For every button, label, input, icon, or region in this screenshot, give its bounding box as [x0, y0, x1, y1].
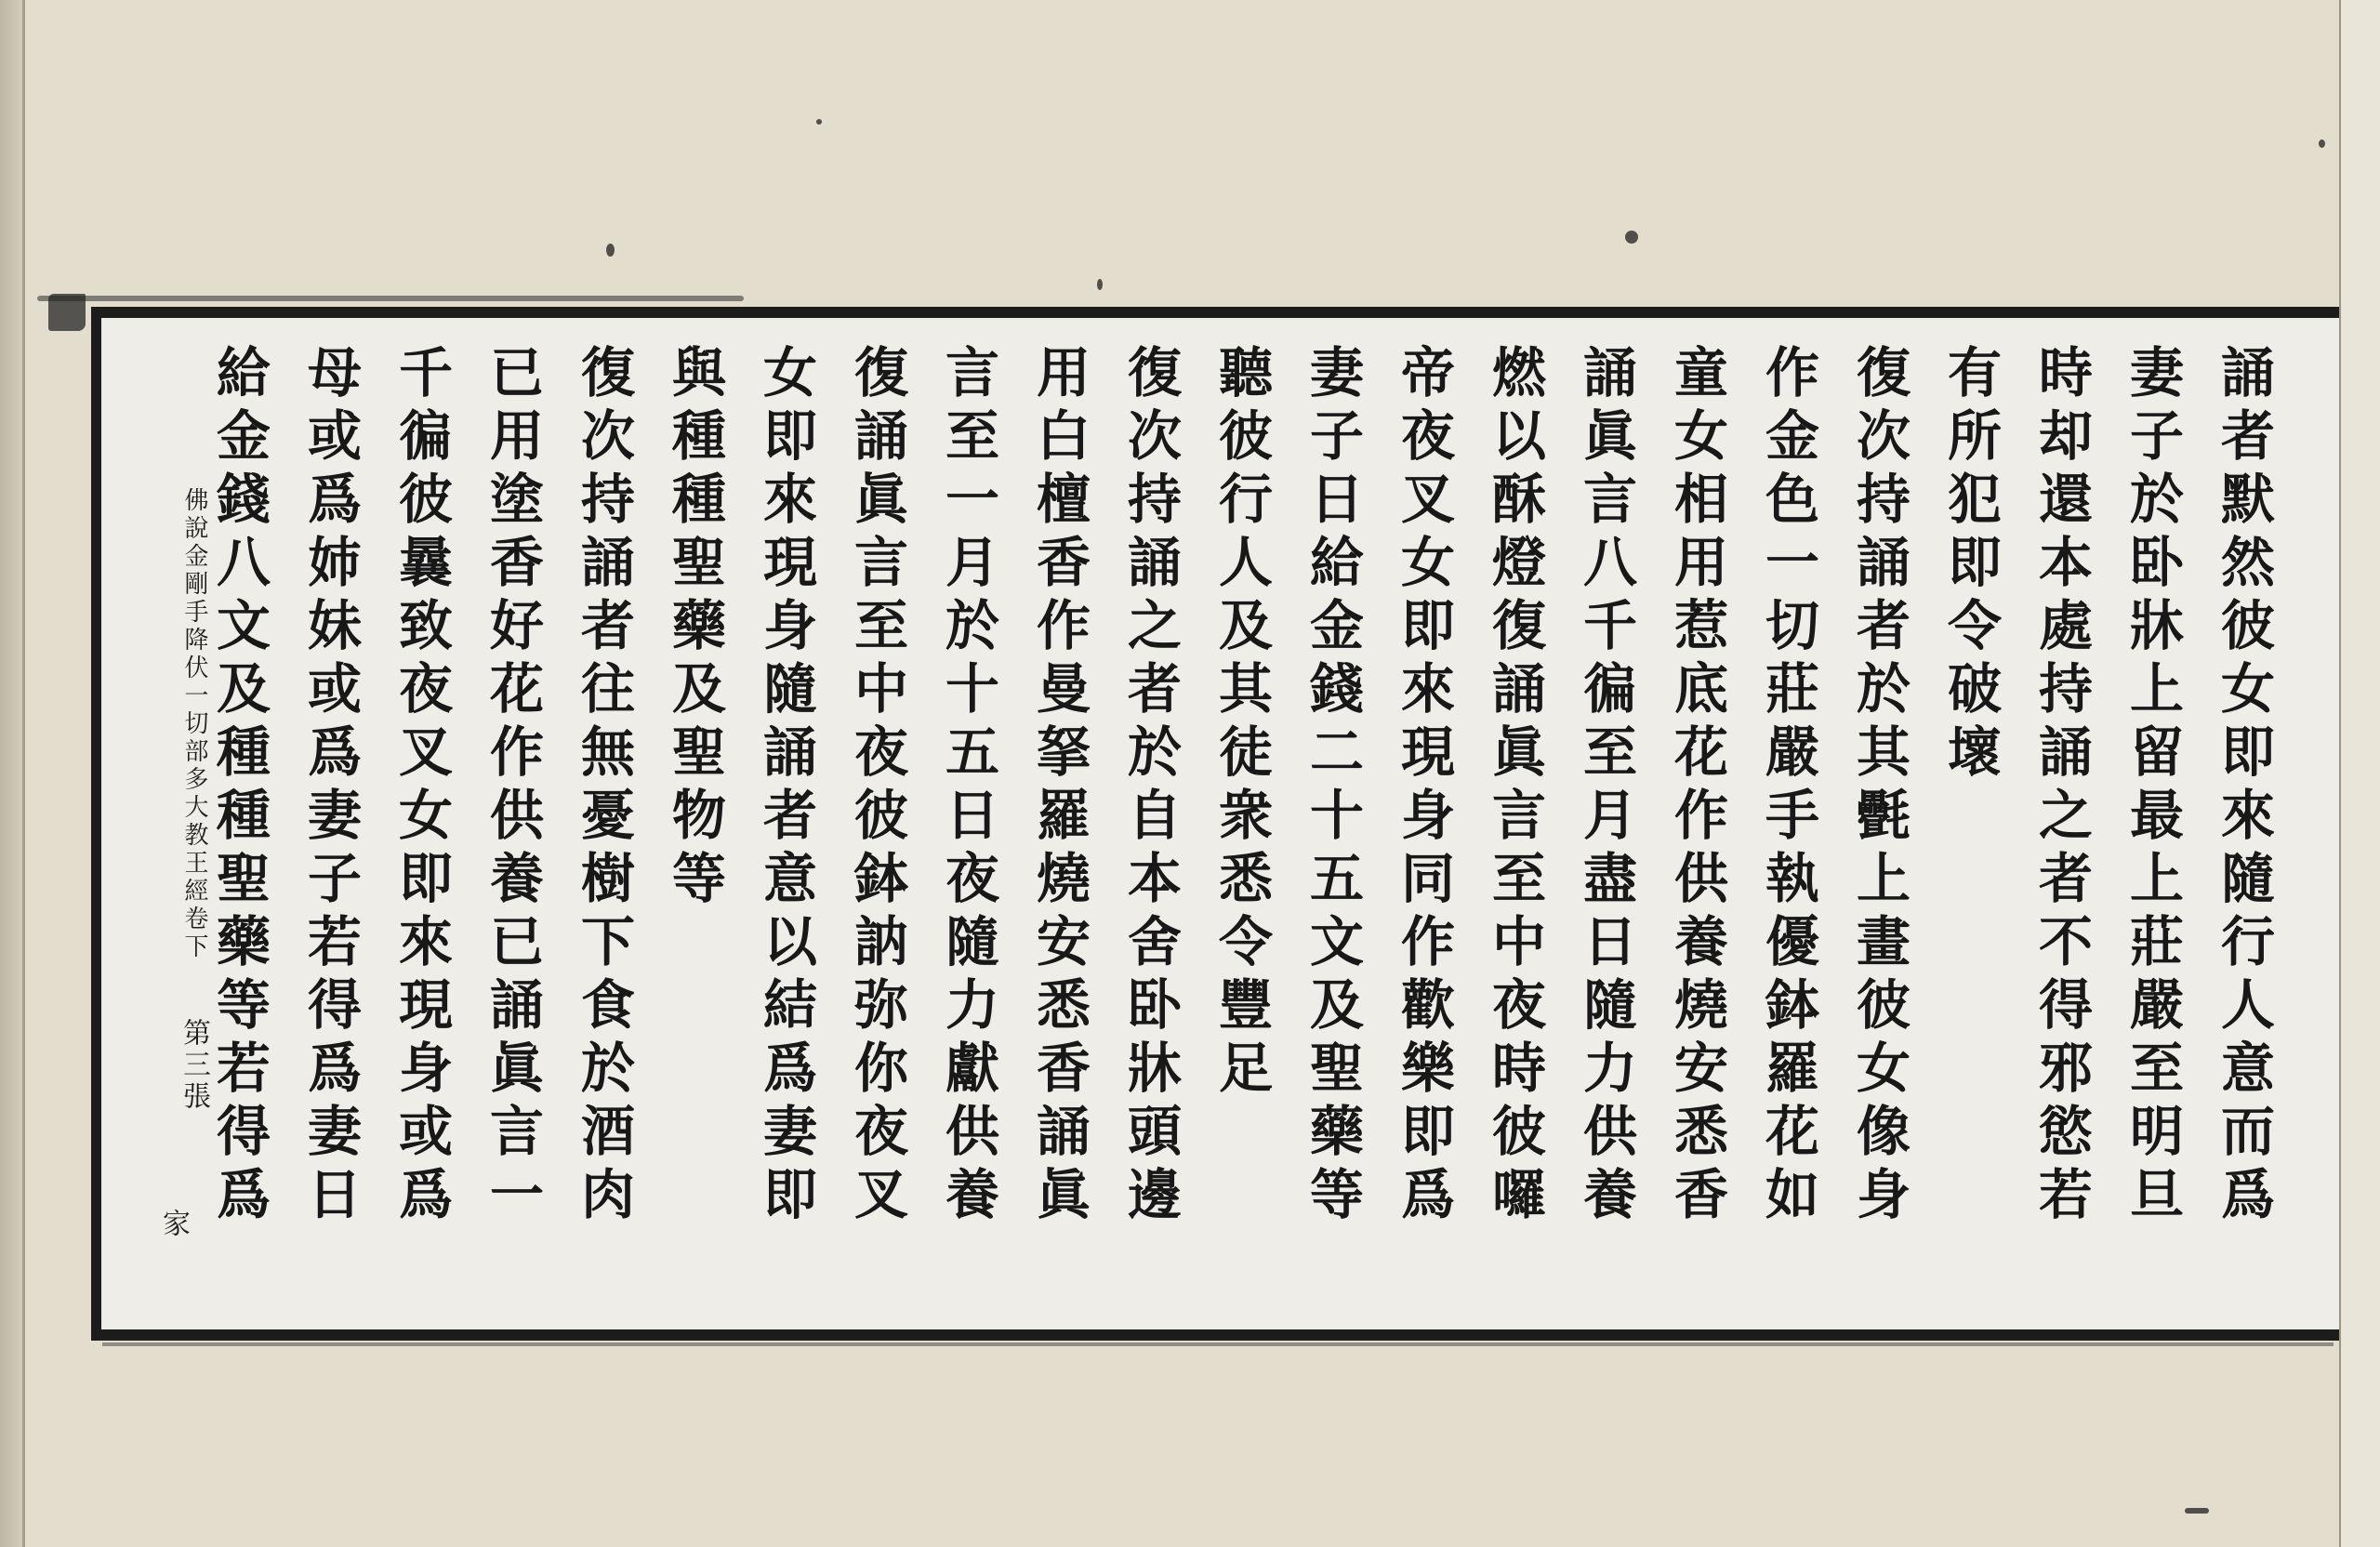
- facing-page-edge: [2339, 0, 2380, 1547]
- text-column: 與種種聖藥及聖物等: [663, 344, 726, 913]
- text-column: 時却還本處持誦之者不得邪慾若: [2030, 344, 2093, 1229]
- text-column: 母或爲姉妹或爲妻子若得爲妻日: [298, 344, 362, 1229]
- text-column: 作金色一切莊嚴手執優鉢羅花如: [1756, 344, 1819, 1229]
- leaf-number: 第三張: [178, 1018, 210, 1113]
- binding-edge: [0, 0, 25, 1547]
- text-column: 妻子於卧牀上留最上莊嚴至明旦: [2121, 344, 2184, 1229]
- text-column: 童女相用惹底花作供養燒安悉香: [1665, 344, 1728, 1229]
- text-column: 誦眞言八千徧至月盡日隨力供養: [1574, 344, 1637, 1229]
- text-column: 燃以酥燈復誦眞言至中夜時彼囉: [1483, 344, 1546, 1229]
- text-column: 誦者默然彼女即來隨行人意而爲: [2212, 344, 2275, 1229]
- ink-smudge: [102, 1342, 2334, 1346]
- text-column: 千徧彼曩致夜叉女即來現身或爲: [390, 344, 453, 1229]
- block-mark: 家: [157, 1209, 190, 1236]
- text-column: 有所犯即令破壞: [1938, 344, 2002, 787]
- text-column: 已用塗香好花作供養已誦眞言一: [481, 344, 544, 1229]
- text-column: 復誦眞言至中夜彼鉢訥弥你夜叉: [845, 344, 908, 1229]
- ink-speck: [816, 119, 822, 125]
- text-column: 復次持誦者於其㲲上畫彼女像身: [1847, 344, 1911, 1229]
- text-column: 帝夜叉女即來現身同作歡樂即爲: [1392, 344, 1455, 1229]
- text-column: 妻子日給金錢二十五文及聖藥等: [1301, 344, 1364, 1229]
- ink-smudge: [37, 296, 744, 301]
- ink-speck: [1097, 279, 1103, 290]
- ink-speck: [606, 244, 615, 257]
- text-column: 聽彼行人及其徒衆悉令豐足: [1210, 344, 1273, 1103]
- text-column: 女即來現身隨誦者意以結爲妻即: [754, 344, 817, 1229]
- text-column: 復次持誦之者於自本舍卧牀頭邊: [1118, 344, 1182, 1229]
- text-column: 復次持誦者往無憂樹下食於酒肉: [572, 344, 635, 1229]
- ink-speck: [2319, 139, 2325, 148]
- text-column: 言至一月於十五日夜隨力獻供養: [936, 344, 999, 1229]
- ink-speck: [1625, 231, 1638, 244]
- ink-speck: [2185, 1508, 2209, 1514]
- ink-smudge: [48, 294, 86, 331]
- sutra-title-margin: 佛說金剛手降伏一切部多大教王經卷下: [180, 487, 208, 961]
- text-column: 用白檀香作曼拏羅燒安悉香誦眞: [1027, 344, 1091, 1229]
- text-column: 給金錢八文及種種聖藥等若得爲: [207, 344, 271, 1229]
